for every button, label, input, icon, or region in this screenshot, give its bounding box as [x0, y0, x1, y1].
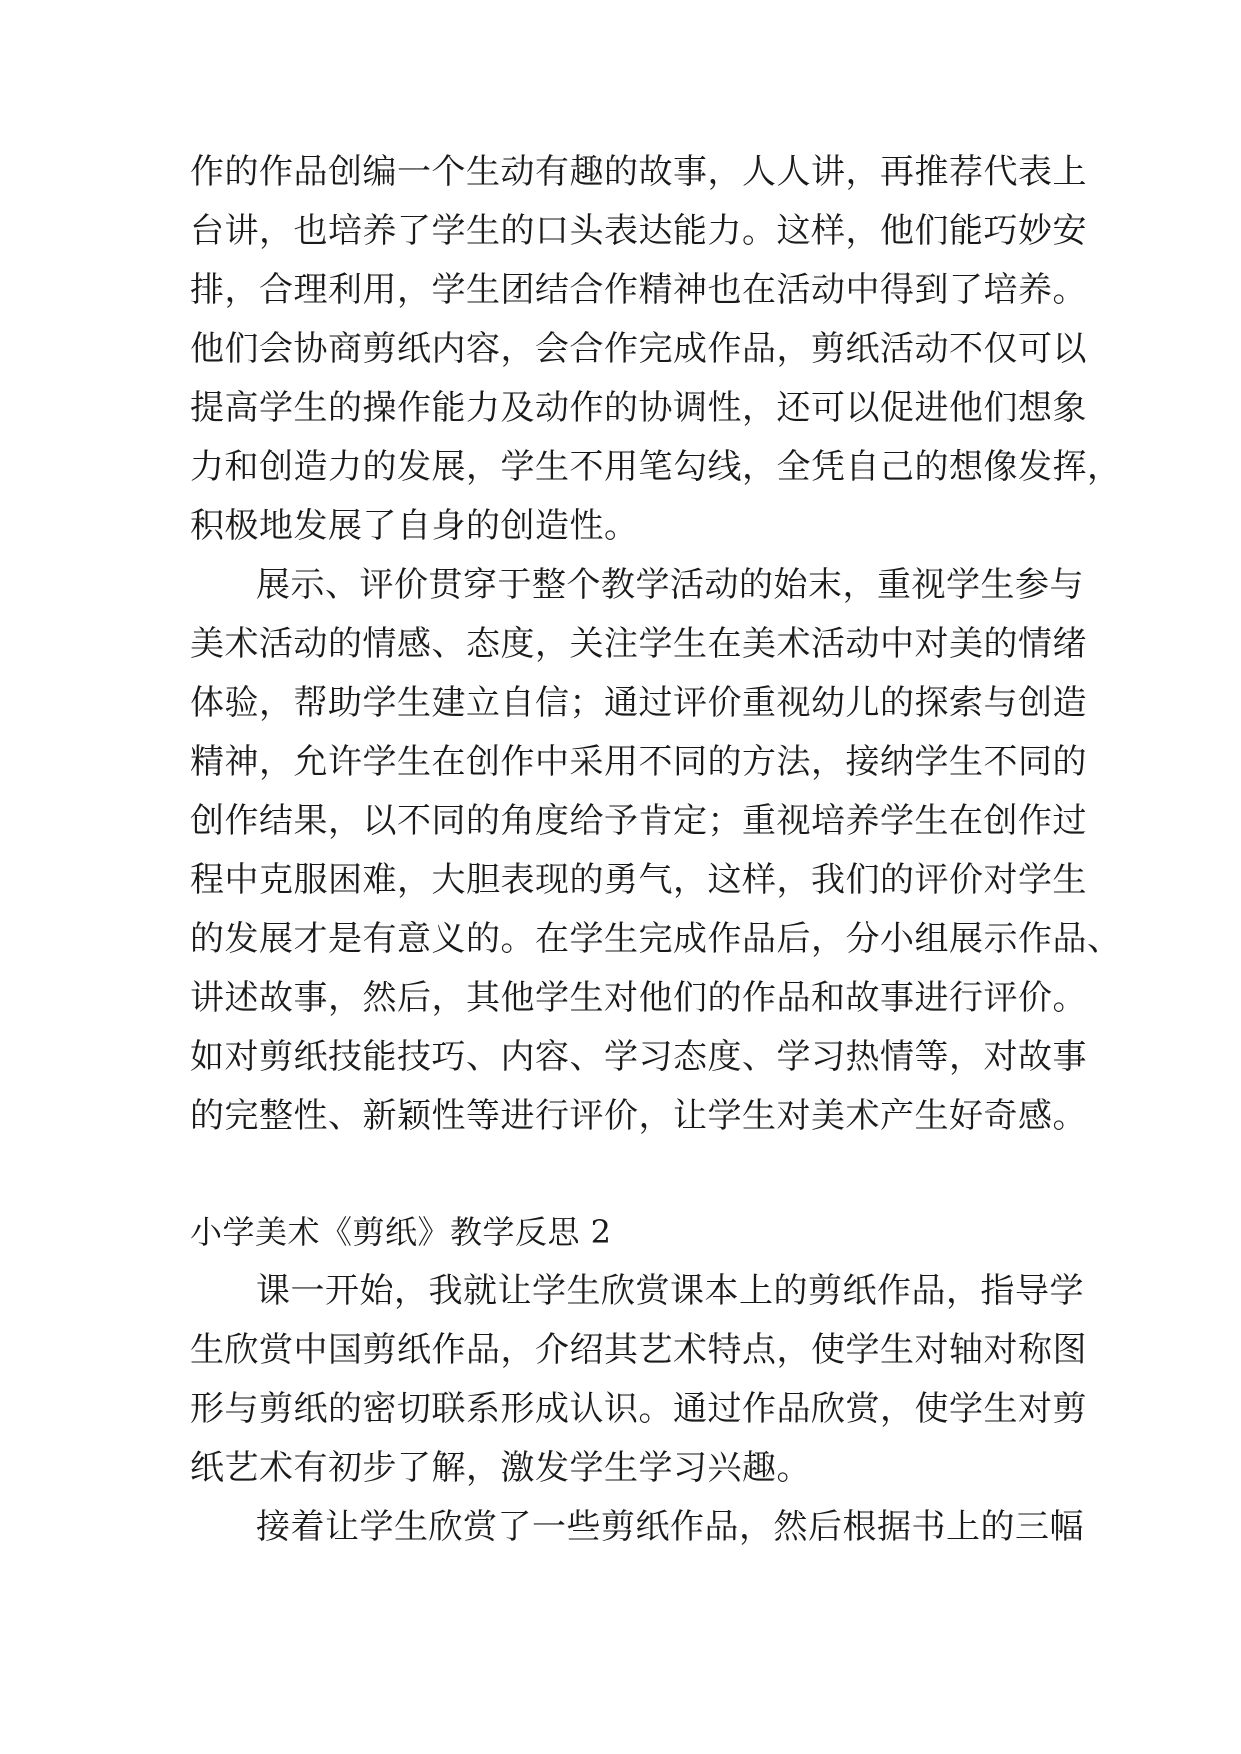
paragraph-line: 美术活动的情感、态度，关注学生在美术活动中对美的情绪 [190, 624, 1087, 664]
paragraph-line: 形与剪纸的密切联系形成认识。通过作品欣赏，使学生对剪 [190, 1389, 1087, 1429]
paragraph-line: 的完整性、新颖性等进行评价，让学生对美术产生好奇感。 [190, 1096, 1087, 1136]
section-heading: 小学美术《剪纸》教学反思 2 [190, 1213, 612, 1251]
paragraph-line: 积极地发展了自身的创造性。 [190, 506, 639, 546]
paragraph-line: 体验，帮助学生建立自信；通过评价重视幼儿的探索与创造 [190, 683, 1087, 723]
paragraph-line: 生欣赏中国剪纸作品，介绍其艺术特点，使学生对轴对称图 [190, 1330, 1087, 1370]
paragraph-line: 创作结果，以不同的角度给予肯定；重视培养学生在创作过 [190, 801, 1087, 841]
paragraph-line: 纸艺术有初步了解，激发学生学习兴趣。 [190, 1448, 811, 1488]
paragraph-line: 提高学生的操作能力及动作的协调性，还可以促进他们想象 [190, 388, 1087, 428]
paragraph-line: 如对剪纸技能技巧、内容、学习态度、学习热情等，对故事 [190, 1037, 1087, 1077]
paragraph-line: 讲述故事，然后，其他学生对他们的作品和故事进行评价。 [190, 978, 1087, 1018]
paragraph-line: 台讲，也培养了学生的口头表达能力。这样，他们能巧妙安 [190, 211, 1087, 251]
paragraph-line: 的发展才是有意义的。在学生完成作品后，分小组展示作品、 [190, 919, 1122, 959]
paragraph-first-line: 展示、评价贯穿于整个教学活动的始末，重视学生参与 [256, 565, 1084, 605]
paragraph-line: 排，合理利用，学生团结合作精神也在活动中得到了培养。 [190, 270, 1087, 310]
paragraph-line: 程中克服困难，大胆表现的勇气，这样，我们的评价对学生 [190, 860, 1087, 900]
paragraph-line: 他们会协商剪纸内容，会合作完成作品，剪纸活动不仅可以 [190, 329, 1087, 369]
paragraph-first-line: 接着让学生欣赏了一些剪纸作品，然后根据书上的三幅 [256, 1507, 1084, 1547]
paragraph-first-line: 课一开始，我就让学生欣赏课本上的剪纸作品，指导学 [256, 1271, 1084, 1311]
paragraph-line: 作的作品创编一个生动有趣的故事，人人讲，再推荐代表上 [190, 152, 1087, 192]
paragraph-line: 力和创造力的发展，学生不用笔勾线，全凭自己的想像发挥， [190, 447, 1122, 487]
paragraph-line: 精神，允许学生在创作中采用不同的方法，接纳学生不同的 [190, 742, 1087, 782]
